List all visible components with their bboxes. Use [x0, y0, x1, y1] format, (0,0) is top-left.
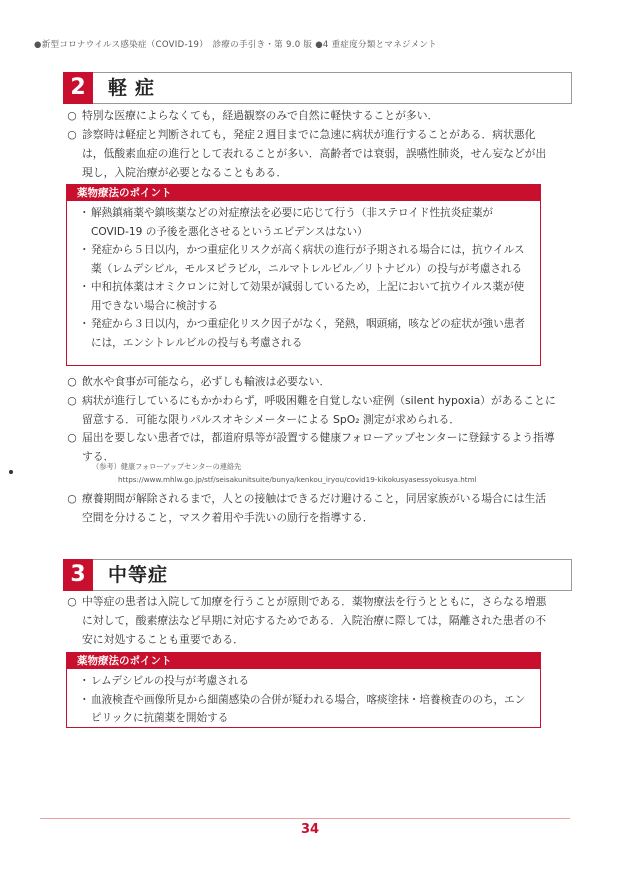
list-item: ・ レムデシビルの投与が考慮される — [79, 675, 250, 687]
list-item: ・ 発症から３日以内，かつ重症化リスク因子がなく，発熱，咽頭痛，咳などの症状が強い患者には，エンシトレルビルの投与も考慮される — [79, 318, 525, 349]
list-item: ・ 発症から５日以内，かつ重症化リスクが高く病状の進行が予期される場合には，抗ウイルス薬（レムデシビル，モルヌピラビル，ニルマトレルビル／リトナビル）の投与が考慮される — [79, 244, 525, 275]
section-title: 軽症 — [108, 77, 163, 99]
paragraph: ○ 診察時は軽症と判断されても，発症２週目までに急速に病状が進行することがある．病状悪化は，低酸素血症の進行として表れることが多い．高齢者では衰弱，誤嚥性肺炎，せん妄などが出現し，入院治療が必要となることもある． — [66, 125, 556, 182]
footer-divider — [40, 818, 570, 819]
paragraph: ○ 中等症の患者は入院して加療を行うことが原則である．薬物療法を行うとともに，さらなる増悪に対して，酸素療法など早期に対応するためである．入院治療に際しては，隔離された患者の不安に対処することも重要である． — [66, 592, 556, 649]
paragraph: ○ 療養期間が解除されるまで，人との接触はできるだけ避けること，同居家族がいる場合には生活空間を分けること，マスク着用や手洗いの励行を指導する． — [66, 489, 556, 527]
circle-bullet-icon: ○ — [67, 431, 77, 444]
circle-bullet-icon: ○ — [67, 595, 77, 608]
list-item: ・ 中和抗体薬はオミクロンに対して効果が減弱しているため，上記において抗ウイルス薬が使用できない場合に検討する — [79, 281, 525, 312]
circle-bullet-icon: ○ — [67, 375, 77, 388]
section-heading-moderate — [63, 559, 572, 591]
reference-note — [92, 460, 562, 486]
reference-url[interactable]: https://www.mhlw.go.jp/stf/seisakunitsuite/bunya/kenkou_iryou/covid19-kikokusyasessyokusya.html — [118, 475, 477, 484]
section-number: 3 — [63, 559, 93, 591]
paragraph: ○ 届出を要しない患者では，都道府県等が設置する健康フォローアップセンターに登録するよう指導する． — [66, 428, 556, 466]
circle-bullet-icon: ○ — [67, 492, 77, 505]
list-item: ・ 解熱鎮痛薬や鎮咳薬などの対症療法を必要に応じて行う（非ステロイド性抗炎症薬がCOVID-19 の予後を悪化させるというエビデンスはない） — [79, 207, 494, 238]
paragraph: ○ 特別な医療によらなくても，経過観察のみで自然に軽快することが多い． — [66, 106, 556, 125]
list-item: ・ 血液検査や画像所見から細菌感染の合併が疑われる場合，喀痰塗抹・培養検査ののち，エンピリックに抗菌薬を開始する — [79, 693, 526, 724]
drug-therapy-points-box — [66, 652, 541, 728]
circle-bullet-icon: ○ — [67, 109, 77, 122]
circle-bullet-icon: ○ — [67, 394, 77, 407]
page-number: 34 — [300, 822, 320, 837]
section-title: 中等症 — [108, 564, 169, 586]
margin-dot — [9, 470, 13, 474]
running-header: ●新型コロナウイルス感染症（COVID-19） 診療の手引き・第 9.0 版 ●4 重症度分類とマネジメント — [34, 40, 437, 50]
points-heading: 薬物療法のポイント — [67, 653, 540, 669]
section-number: 2 — [63, 72, 93, 104]
drug-therapy-points-box — [66, 184, 541, 366]
paragraph: ○ 飲水や食事が可能なら，必ずしも輸液は必要ない． — [66, 372, 556, 391]
section-heading-mild — [63, 72, 572, 104]
points-heading: 薬物療法のポイント — [67, 185, 540, 201]
paragraph: ○ 病状が進行しているにもかかわらず，呼吸困難を自覚しない症例（silent hypoxia）があることに留意する．可能な限りパルスオキシメーターによる SpO₂ 測定が求められる． — [66, 391, 556, 429]
reference-label: （参考）健康フォローアップセンターの連絡先 — [92, 462, 242, 471]
circle-bullet-icon: ○ — [67, 128, 77, 141]
